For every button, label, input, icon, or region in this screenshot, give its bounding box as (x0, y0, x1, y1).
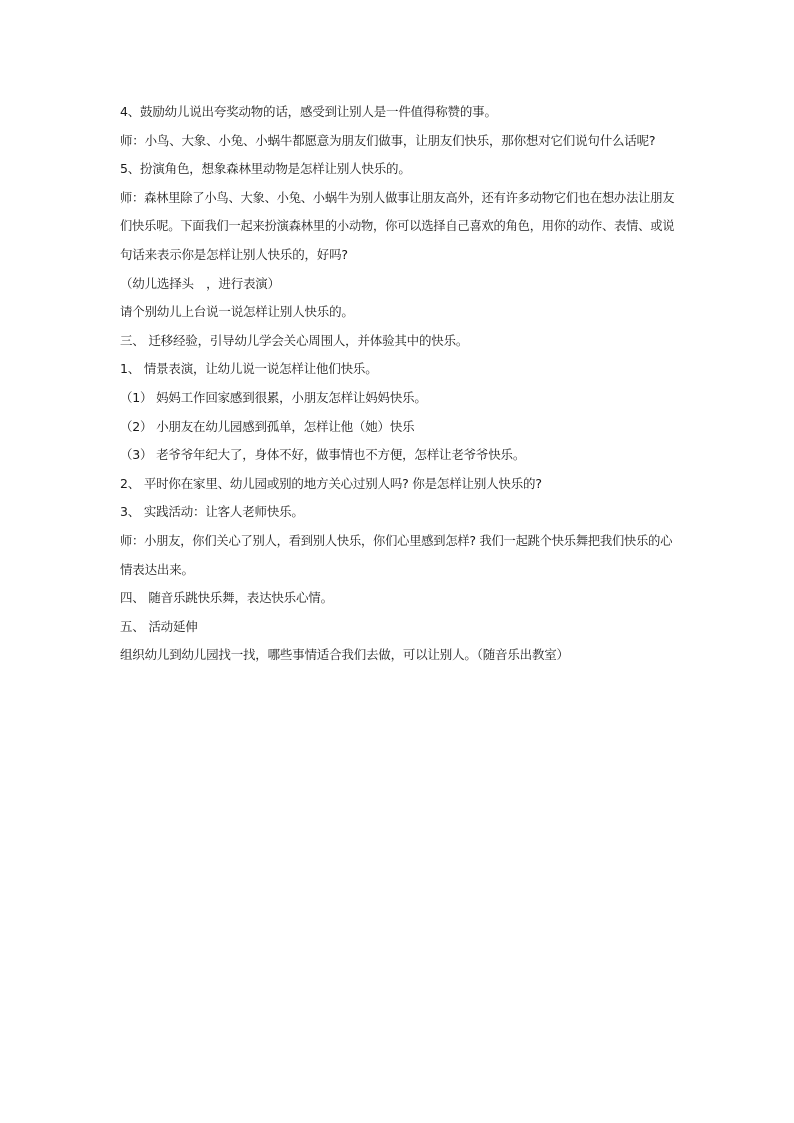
paragraph-step-4: 4、鼓励幼儿说出夸奖动物的话，感受到让别人是一件值得称赞的事。 (120, 104, 497, 119)
teacher-line-2a: 师：森林里除了小鸟、大象、小兔、小蜗牛为别人做事让朋友高外，还有许多动物它们也在想办法让朋友 (120, 190, 675, 205)
item-2-question: 2、 平时你在家里、幼儿园或别的地方关心过别人吗? 你是怎样让别人快乐的? (120, 475, 542, 491)
individual-speaking: 请个别幼儿上台说一说怎样让别人快乐的。 (120, 304, 354, 320)
teacher-line-1: 师：小鸟、大象、小兔、小蜗牛都愿意为朋友们做事，让朋友们快乐，那你想对它们说句什么话呢? (120, 132, 656, 148)
teacher-line-2c: 句话来表示你是怎样让别人快乐的，好吗? (120, 246, 348, 262)
scenario-2: （2） 小朋友在幼儿园感到孤单，怎样让他（她）快乐 (120, 418, 415, 434)
teacher-line-2b: 们快乐呢。下面我们一起来扮演森林里的小动物，你可以选择自己喜欢的角色，用你的动作、表情、或说 (120, 219, 675, 234)
teacher-line-3b: 情表达出来。 (120, 561, 194, 577)
scenario-3: （3） 老爷爷年纪大了，身体不好，做事情也不方便，怎样让老爷爷快乐。 (120, 447, 526, 463)
section-five-heading: 五、 活动延伸 (120, 618, 198, 634)
item-3-practice: 3、 实践活动：让客人老师快乐。 (120, 504, 304, 520)
item-1-scenario: 1、 情景表演，让幼儿说一说怎样让他们快乐。 (120, 361, 378, 377)
document-body (120, 98, 680, 670)
scenario-1: （1） 妈妈工作回家感到很累，小朋友怎样让妈妈快乐。 (120, 389, 427, 405)
extension-activity: 组织幼儿到幼儿园找一找，哪些事情适合我们去做，可以让别人。（随音乐出教室） (120, 647, 569, 663)
section-four-heading: 四、 随音乐跳快乐舞，表达快乐心情。 (120, 590, 333, 606)
paragraph-step-5: 5、扮演角色，想象森林里动物是怎样让别人快乐的。 (120, 161, 411, 177)
children-roleplay-note: （幼儿选择头 ，进行表演） (120, 275, 280, 291)
teacher-line-3a: 师：小朋友，你们关心了别人，看到别人快乐，你们心里感到怎样? 我们一起跳个快乐舞把我们快乐的心 (120, 533, 673, 548)
section-three-heading: 三、 迁移经验，引导幼儿学会关心周围人，并体验其中的快乐。 (120, 332, 469, 348)
